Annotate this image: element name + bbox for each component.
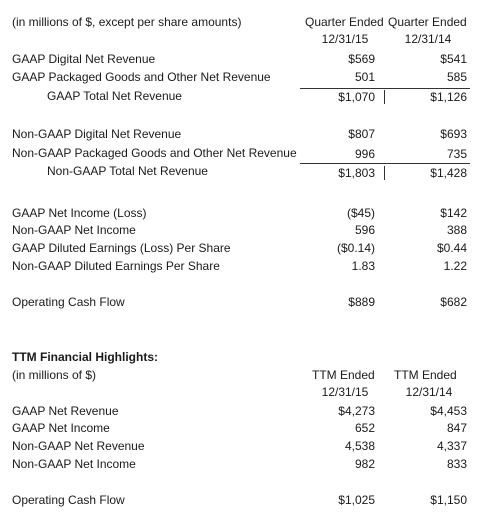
row-value-q4-2015: ($0.14) bbox=[336, 241, 375, 255]
row-label: Non-GAAP Net Income bbox=[12, 223, 136, 237]
row-label: Non-GAAP Diluted Earnings Per Share bbox=[12, 259, 220, 273]
quarterly-units-note: (in millions of $, except per share amounts) bbox=[12, 15, 242, 29]
row-label: Non-GAAP Net Income bbox=[12, 457, 136, 471]
row-value-q4-2014: 585 bbox=[446, 70, 467, 84]
ttm-col1-header-line2: 12/31/15 bbox=[321, 385, 369, 399]
row-value-q4-2014: $1,126 bbox=[430, 90, 467, 104]
column-separator bbox=[384, 166, 385, 180]
row-label: GAAP Diluted Earnings (Loss) Per Share bbox=[12, 241, 231, 255]
row-label: Non-GAAP Net Revenue bbox=[12, 439, 145, 453]
row-value-q4-2015: $1,070 bbox=[338, 90, 375, 104]
row-label-total: GAAP Total Net Revenue bbox=[47, 89, 182, 103]
q-col1-header-line2: 12/31/15 bbox=[321, 32, 369, 46]
row-value-q4-2015: $1,803 bbox=[338, 166, 375, 180]
row-value-q4-2014: $682 bbox=[440, 295, 467, 309]
row-value-ttm-2015: 4,538 bbox=[344, 439, 375, 453]
ttm-col2-header-line1: TTM Ended bbox=[394, 368, 457, 382]
subtotal-rule bbox=[300, 88, 470, 89]
row-value-ttm-2014: 833 bbox=[446, 457, 467, 471]
row-value-q4-2015: $807 bbox=[348, 127, 375, 141]
ttm-section-title: TTM Financial Highlights: bbox=[12, 350, 158, 364]
row-value-q4-2014: 388 bbox=[446, 223, 467, 237]
row-value-ttm-2015: 982 bbox=[354, 457, 375, 471]
row-value-q4-2015: ($45) bbox=[346, 206, 375, 220]
q-col1-header-line1: Quarter Ended bbox=[305, 15, 384, 29]
row-value-q4-2015: $569 bbox=[348, 52, 375, 66]
row-value-q4-2014: $693 bbox=[440, 127, 467, 141]
row-label-total: Non-GAAP Total Net Revenue bbox=[47, 164, 208, 178]
row-value-q4-2014: $0.44 bbox=[436, 241, 467, 255]
row-label: GAAP Digital Net Revenue bbox=[12, 52, 156, 66]
row-value-q4-2015: 501 bbox=[354, 70, 375, 84]
row-value-q4-2014: $541 bbox=[440, 52, 467, 66]
row-value-ttm-2014: $4,453 bbox=[430, 404, 467, 418]
row-value-ttm-2015: $4,273 bbox=[338, 404, 375, 418]
q-col2-header-line2: 12/31/14 bbox=[404, 32, 452, 46]
row-value-q4-2014: 735 bbox=[446, 147, 467, 161]
ttm-col2-header-line2: 12/31/14 bbox=[405, 385, 453, 399]
row-value-ttm-2014: $1,150 bbox=[430, 493, 467, 507]
row-label: Non-GAAP Packaged Goods and Other Net Revenue bbox=[12, 146, 297, 160]
row-value-ttm-2014: 4,337 bbox=[436, 439, 467, 453]
row-value-q4-2015: $889 bbox=[348, 295, 375, 309]
row-value-ttm-2015: 652 bbox=[354, 421, 375, 435]
row-value-q4-2014: $1,428 bbox=[430, 166, 467, 180]
column-separator bbox=[384, 90, 385, 104]
row-value-q4-2015: 596 bbox=[354, 223, 375, 237]
row-label: Operating Cash Flow bbox=[12, 295, 125, 309]
ttm-col1-header-line1: TTM Ended bbox=[312, 368, 375, 382]
row-value-q4-2014: $142 bbox=[440, 206, 467, 220]
row-label: GAAP Net Revenue bbox=[12, 404, 119, 418]
subtotal-rule bbox=[300, 163, 470, 164]
row-value-ttm-2015: $1,025 bbox=[338, 493, 375, 507]
q-col2-header-line1: Quarter Ended bbox=[388, 15, 467, 29]
row-label: GAAP Net Income (Loss) bbox=[12, 206, 147, 220]
row-value-q4-2014: 1.22 bbox=[443, 259, 467, 273]
row-label: Operating Cash Flow bbox=[12, 493, 125, 507]
row-label: Non-GAAP Digital Net Revenue bbox=[12, 127, 182, 141]
row-label: GAAP Net Income bbox=[12, 421, 110, 435]
row-value-ttm-2014: 847 bbox=[446, 421, 467, 435]
row-value-q4-2015: 1.83 bbox=[351, 259, 375, 273]
row-value-q4-2015: 996 bbox=[354, 147, 375, 161]
ttm-units-note: (in millions of $) bbox=[12, 368, 97, 382]
row-label: GAAP Packaged Goods and Other Net Revenue bbox=[12, 70, 271, 84]
